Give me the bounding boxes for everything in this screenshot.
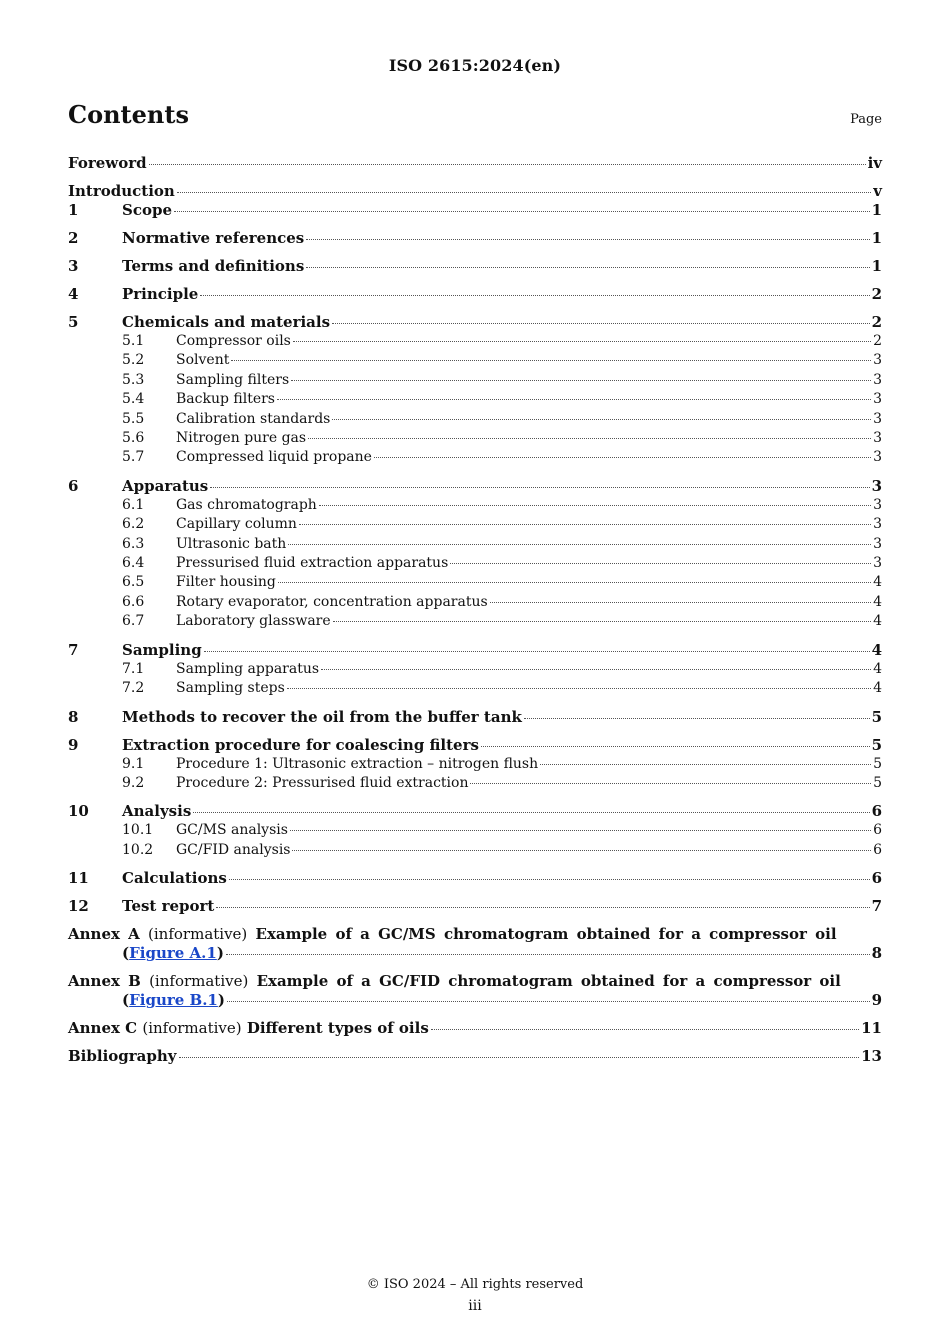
dot-leader [179,1057,860,1058]
toc-entry-page: 3 [873,449,882,466]
toc-entry-page: 4 [871,640,882,659]
dot-leader [319,505,871,506]
dot-leader [292,850,871,851]
toc-entry-annex-b[interactable]: Annex B (informative) Example of a GC/FID chromatogram obtained for a compressor oil (Figure B.1) 9 [68,972,882,1010]
toc-entry-page: 4 [873,660,882,677]
subsection-number: 5.1 [122,333,145,349]
section-number: 8 [68,707,79,726]
figure-a1-link[interactable]: Figure A.1 [129,944,217,963]
section-number: 3 [68,257,79,275]
toc-entry-title: Compressed liquid propane [176,449,372,466]
toc-entry-title: Sampling [122,640,202,659]
toc-entry-subsection-6-2[interactable] [68,515,882,534]
dot-leader [450,563,871,564]
toc-entry-title: Sampling filters [176,371,290,388]
toc-entry-page: 4 [873,613,882,630]
dot-leader [177,192,871,193]
toc-entry-title: Solvent [176,352,230,369]
toc-entry-page: 8 [871,944,882,963]
toc-entry-section-4[interactable] [68,285,882,304]
toc-entry-section-10[interactable] [68,802,882,821]
toc-entry-page: 3 [873,555,882,572]
dot-leader [287,688,871,689]
subsection-number: 6.4 [122,555,145,572]
toc-entry-title: Pressurised fluid extraction apparatus [176,555,449,572]
figure-b1-link[interactable]: Figure B.1 [129,991,218,1010]
dot-leader [290,830,871,831]
toc-entry-section-12[interactable] [68,897,882,916]
page-column-label: Page [850,112,882,127]
section-number: 4 [68,285,79,303]
document-id: ISO 2615:2024(en) [388,56,562,75]
toc-entry-title: Test report [122,897,215,916]
toc-entry-page: 4 [873,680,882,697]
toc-entry-subsection-6-1[interactable] [68,496,882,515]
toc-entry-section-1[interactable] [68,201,882,220]
toc-entry-title: GC/MS analysis [176,822,288,839]
toc-entry-page: v [873,182,882,200]
annex-title: Example of a GC/FID chromatogram obtained for a compressor oil [256,972,841,991]
dot-leader [308,438,871,439]
subsection-number: 10.1 [122,822,154,839]
toc-entry-title: Scope [122,201,173,219]
contents-title: Contents [68,100,189,129]
toc-entry-page: 2 [871,313,882,331]
toc-entry-page: 3 [873,535,882,552]
toc-entry-page: 4 [873,574,882,591]
dot-leader [200,295,869,296]
dot-leader [149,164,866,165]
toc-entry-title: Chemicals and materials [122,313,331,331]
toc-entry-title: Filter housing [176,574,276,591]
toc-entry-introduction[interactable] [68,182,882,201]
dot-leader [278,582,871,583]
toc-entry-subsection-6-6[interactable] [68,593,882,612]
dot-leader [332,323,870,324]
dot-leader [216,907,869,908]
toc-entry-subsection-5-2[interactable] [68,351,882,370]
subsection-number: 6.7 [122,613,145,630]
toc-entry-title: Capillary column [176,516,297,533]
toc-entry-subsection-5-6[interactable] [68,429,882,448]
toc-entry-page: 3 [873,391,882,408]
toc-entry-page: 2 [871,285,882,303]
annex-title: Example of a GC/MS chromatogram obtained for a compressor oil [255,925,837,944]
toc-entry-title: Principle [122,285,199,303]
toc-entry-title: Sampling steps [176,680,285,697]
dot-leader [231,360,871,361]
toc-entry-subsection-5-3[interactable] [68,371,882,390]
toc-entry-annex-a[interactable]: Annex A (informative) Example of a GC/MS chromatogram obtained for a compressor oil (Figure A.1) 8 [68,925,882,963]
toc-entry-page: 3 [873,410,882,427]
toc-entry-title: Extraction procedure for coalescing filters [122,735,479,754]
toc-entry-page: 5 [871,735,882,754]
subsection-number: 6.1 [122,496,145,513]
subsection-number: 6.3 [122,535,145,552]
toc-entry-subsection-10-2[interactable] [68,841,882,860]
toc-entry-title: Compressor oils [176,333,291,349]
toc-entry-title: Bibliography [68,1047,177,1066]
toc-entry-title: Methods to recover the oil from the buffer tank [122,707,522,726]
annex-type: (informative) [149,972,249,991]
dot-leader [227,1001,870,1002]
dot-leader [431,1029,859,1030]
toc-entry-page: 11 [861,1019,882,1038]
dot-leader [174,211,870,212]
annex-type: (informative) [148,925,248,944]
toc-entry-title: Apparatus [122,476,209,495]
toc-entry-subsection-9-1[interactable] [68,755,882,774]
section-number: 7 [68,640,79,659]
toc-entry-page: 1 [871,257,882,275]
toc-entry-title: Rotary evaporator, concentration apparatus [176,593,488,610]
toc-entry-section-11[interactable] [68,869,882,888]
subsection-number: 7.2 [122,680,145,697]
dot-leader [470,783,871,784]
toc-entry-page: 6 [871,802,882,821]
toc-entry-title: Backup filters [176,391,275,408]
toc-entry-foreword[interactable] [68,154,882,173]
toc-entry-title: Procedure 1: Ultrasonic extraction – nitrogen flush [176,755,539,772]
subsection-number: 9.1 [122,755,145,772]
section-number: 12 [68,897,89,916]
toc-entry-page: 3 [873,430,882,447]
toc-entry-subsection-9-2[interactable] [68,774,882,793]
page-number: iii [468,1298,482,1314]
toc-entry-title: Foreword [68,154,147,172]
toc-entry-subsection-6-7[interactable] [68,612,882,631]
toc-entry-subsection-10-1[interactable] [68,821,882,840]
toc-entry-title: Sampling apparatus [176,660,320,677]
toc-entry-title: Terms and definitions [122,257,305,275]
dot-leader [333,621,871,622]
toc-entry-title: Gas chromatograph [176,496,317,513]
toc-entry-title: Calculations [122,869,227,888]
toc-entry-page: 4 [873,593,882,610]
subsection-number: 5.4 [122,391,145,408]
table-of-contents [68,154,882,1066]
toc-entry-annex-c[interactable] [68,1019,882,1038]
toc-entry-section-5[interactable] [68,313,882,332]
subsection-number: 5.7 [122,449,145,466]
toc-entry-subsection-6-4[interactable] [68,554,882,573]
toc-entry-page: 5 [873,755,882,772]
section-number: 5 [68,313,79,331]
toc-entry-title: Procedure 2: Pressurised fluid extraction [176,774,469,791]
dot-leader [540,764,871,765]
toc-entry-title: Nitrogen pure gas [176,430,307,447]
toc-entry-title: Analysis [122,802,192,821]
toc-entry-title: Laboratory glassware [176,613,331,630]
section-number: 6 [68,476,79,495]
section-number: 9 [68,735,79,754]
toc-entry-page: 1 [871,201,882,219]
copyright-notice: © ISO 2024 – All rights reserved [366,1277,584,1292]
contents-header [68,100,882,129]
toc-entry-subsection-6-5[interactable] [68,573,882,592]
dot-leader [293,341,871,342]
dot-leader [193,812,869,813]
toc-entry-section-2[interactable] [68,229,882,248]
toc-entry-subsection-7-2[interactable] [68,679,882,698]
toc-entry-section-6[interactable] [68,477,882,496]
subsection-number: 7.1 [122,660,145,677]
toc-entry-page: 7 [871,897,882,916]
subsection-number: 10.2 [122,841,154,858]
toc-entry-bibliography[interactable] [68,1047,882,1066]
dot-leader [299,524,871,525]
annex-type: (informative) [142,1019,242,1038]
section-number: 1 [68,201,79,219]
annex-label: Annex C [68,1019,138,1038]
dot-leader [490,602,871,603]
toc-entry-title: Normative references [122,229,305,247]
toc-entry-page: 1 [871,229,882,247]
toc-entry-page: 3 [873,371,882,388]
toc-entry-title: GC/FID analysis [176,841,291,858]
subsection-number: 6.2 [122,516,145,533]
toc-entry-page: 5 [871,707,882,726]
dot-leader [210,487,869,488]
dot-leader [306,239,869,240]
dot-leader [321,669,871,670]
dot-leader [277,399,871,400]
toc-entry-subsection-5-4[interactable] [68,390,882,409]
annex-title: Different types of oils [246,1019,429,1038]
annex-label: Annex A [68,925,140,944]
toc-entry-page: 3 [871,476,882,495]
toc-entry-subsection-6-3[interactable] [68,535,882,554]
toc-entry-section-3[interactable] [68,257,882,276]
toc-entry-page: 3 [873,496,882,513]
toc-entry-title: Ultrasonic bath [176,535,287,552]
dot-leader [229,879,870,880]
dot-leader [226,954,870,955]
toc-entry-section-9[interactable] [68,736,882,755]
toc-entry-subsection-5-5[interactable] [68,410,882,429]
subsection-number: 9.2 [122,774,145,791]
dot-leader [374,457,871,458]
toc-entry-section-7[interactable] [68,641,882,660]
toc-entry-subsection-5-1[interactable] [68,332,882,351]
toc-entry-section-8[interactable] [68,708,882,727]
toc-entry-title: Introduction [68,182,175,200]
section-number: 10 [68,802,89,821]
toc-entry-page: 3 [873,352,882,369]
toc-entry-page: iv [867,154,882,172]
toc-entry-page: 9 [871,991,882,1010]
dot-leader [481,746,870,747]
subsection-number: 5.6 [122,430,145,447]
dot-leader [288,544,871,545]
subsection-number: 5.2 [122,352,145,369]
toc-sections [68,201,882,916]
toc-entry-page: 6 [873,822,882,839]
toc-entry-page: 2 [873,333,882,349]
subsection-number: 5.5 [122,410,145,427]
toc-entry-page: 13 [861,1047,882,1066]
section-number: 11 [68,869,89,888]
dot-leader [204,651,870,652]
toc-entry-page: 3 [873,516,882,533]
toc-entry-subsection-7-1[interactable] [68,660,882,679]
dot-leader [291,380,871,381]
toc-entry-title: Calibration standards [176,410,331,427]
subsection-number: 5.3 [122,371,145,388]
dot-leader [332,419,871,420]
subsection-number: 6.5 [122,574,145,591]
dot-leader [524,718,870,719]
annex-label: Annex B [68,972,141,991]
toc-entry-page: 6 [871,869,882,888]
toc-entry-page: 6 [873,841,882,858]
toc-entry-subsection-5-7[interactable] [68,448,882,467]
section-number: 2 [68,229,79,247]
dot-leader [306,267,869,268]
subsection-number: 6.6 [122,593,145,610]
toc-entry-page: 5 [873,774,882,791]
